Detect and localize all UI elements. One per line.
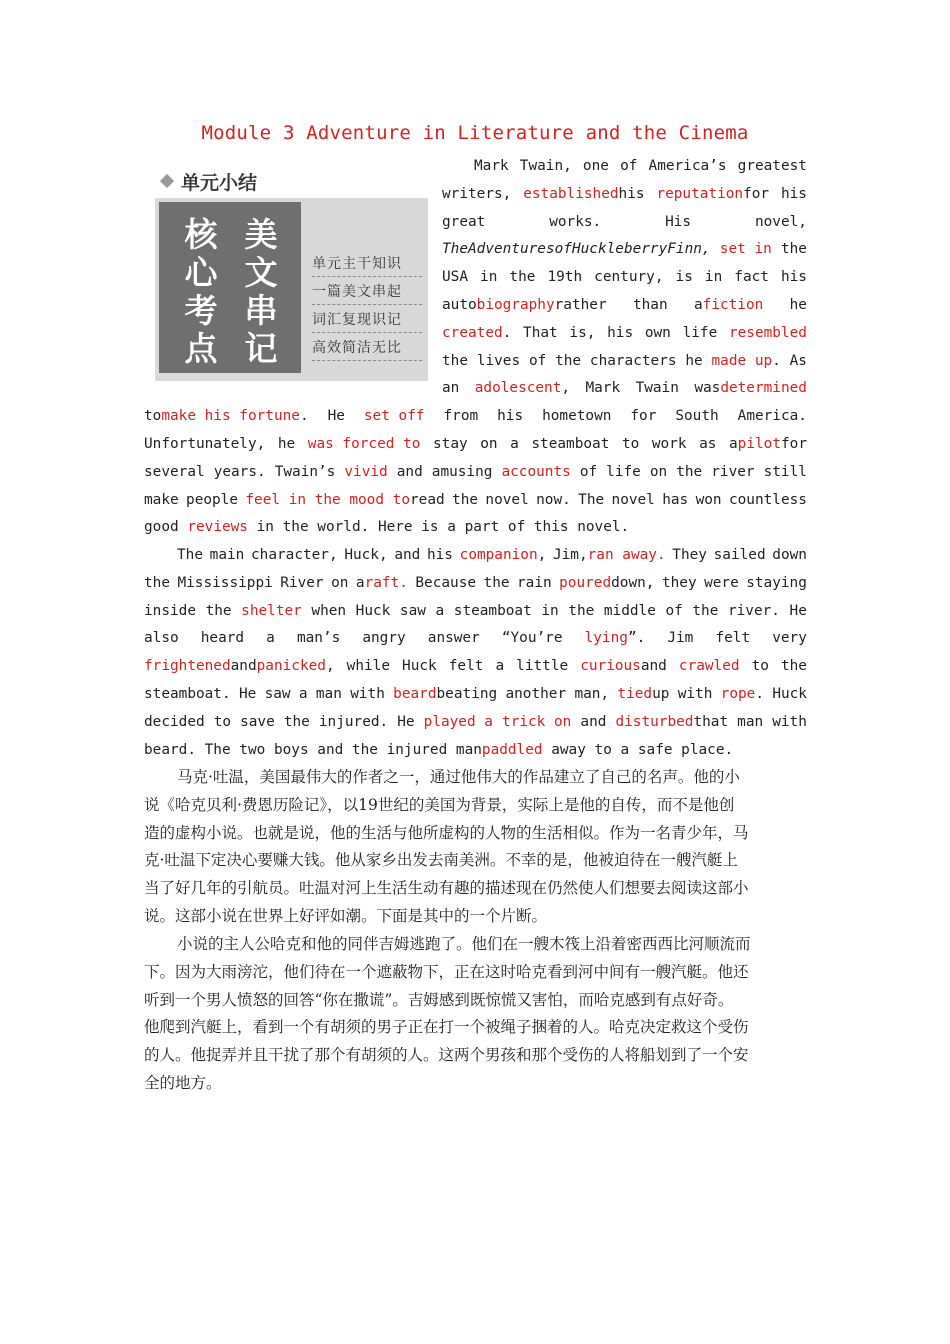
highlighted-word: feel in the mood to (245, 491, 411, 508)
chinese-paragraph-1 (144, 764, 807, 931)
banner-heading-text: 单元小结 (181, 171, 258, 194)
highlighted-word: determined (720, 380, 807, 397)
text-line: USA in the 19th century, is in fact his (442, 269, 807, 286)
banner-char: 心 (184, 253, 218, 292)
text-line: 造的虚构小说。也就是说，他的生活与他所虚构的人物的生活相似。作为一名青少年，马 (144, 823, 749, 842)
text-line: frightenedandpanicked, while Huck felt a little curiousand crawled to the (144, 653, 807, 681)
text-line: Mark Twain, one of America’s greatest (474, 158, 807, 174)
text-line: writers, establishedhis reputationfor his (442, 185, 807, 202)
chinese-paragraph-2 (144, 931, 807, 1098)
banner-char: 考 (184, 291, 218, 330)
page-title: Module 3 Adventure in Literature and the Cinema (201, 122, 749, 144)
highlighted-word: set off (363, 408, 425, 425)
text-line: the lives of the characters he made up. As (442, 352, 807, 369)
highlighted-word: beard (393, 686, 437, 702)
banner-char: 记 (244, 329, 278, 368)
text-line: 的人。他捉弄并且干扰了那个有胡须的人。这两个男孩和那个受伤的人将船划到了一个安 (144, 1046, 749, 1065)
text-line: steamboat. He saw a man with beardbeating another man, tiedup with rope. Huck (144, 686, 807, 702)
highlighted-word: established (523, 185, 619, 202)
text-line: 说《哈克贝利·费恩历险记》，以19世纪的美国为背景，实际上是他的自传，而不是他创 (144, 795, 735, 814)
text-line: TheAdventuresofHuckleberryFinn, set in the (442, 236, 807, 264)
highlighted-word: tied (617, 686, 653, 702)
book-title: TheAdventuresofHuckleberryFinn, (442, 241, 711, 258)
text-line: created. That is, his own life resembled (442, 320, 807, 348)
highlighted-word: pilot (737, 436, 781, 452)
highlighted-word: make his fortune (161, 408, 300, 425)
text-line: 下。因为大雨滂沱，他们待在一个遮蔽物下，正在这时哈克看到河中间有一艘汽艇。他还 (144, 962, 749, 981)
banner-heading (159, 168, 257, 194)
highlighted-word: shelter (241, 602, 302, 619)
highlighted-word: frightened (144, 658, 231, 675)
highlighted-word: paddled (481, 741, 543, 758)
banner-char: 串 (244, 291, 278, 330)
text-line: great works. His novel, (442, 213, 807, 230)
highlighted-word: reputation (656, 185, 744, 202)
text-line: 全的地方。 (144, 1073, 222, 1092)
text-line: 小说的主人公哈克和他的同伴吉姆逃跑了。他们在一艘木筏上沿着密西西比河顺流而 (177, 935, 751, 953)
highlighted-word: fiction (702, 297, 764, 313)
text-line: The main character, Huck, and his companion, Jim,ran away. They sailed down (177, 547, 807, 563)
text-line: beard. The two boys and the injured manpaddled away to a safe place. (144, 741, 734, 758)
banner-char: 美 (244, 215, 278, 254)
highlighted-word: raft. (364, 574, 408, 591)
highlighted-word: crawled (678, 658, 740, 675)
diamond-icon (160, 174, 174, 188)
text-line: good reviews in the world. Here is a part of this novel. (144, 519, 630, 536)
text-line: the Mississippi River on araft. Because the rain poureddown, they were staying (144, 574, 807, 591)
highlighted-word: poured (559, 574, 612, 591)
highlighted-word: vivid (344, 463, 388, 480)
banner-slogan: 一篇美文串起 (312, 280, 422, 305)
text-line: inside the shelter when Huck saw a steamboat in the middle of the river. He (144, 598, 807, 626)
highlighted-word: biography (476, 297, 555, 313)
text-line: autobiographyrather than afiction he (442, 297, 807, 313)
highlighted-word: made up (711, 352, 773, 369)
banner-slogan: 高效简洁无比 (312, 336, 422, 361)
text-line: also heard a man’s angry answer “You’re lying”. Jim felt very (144, 630, 807, 647)
text-line: 说。这部小说在世界上好评如潮。下面是其中的一个片断。 (144, 906, 548, 925)
highlighted-word: was forced to (307, 436, 421, 452)
banner-slogan: 单元主干知识 (312, 252, 422, 277)
banner-box (155, 198, 428, 381)
highlighted-word: accounts (501, 463, 571, 480)
text-line: tomake his fortune. He set off from his hometown for South America. (144, 403, 807, 431)
highlighted-word: disturbed (615, 713, 694, 730)
text-line: 他爬到汽艇上，看到一个有胡须的男子正在打一个被绳子捆着的人。哈克决定救这个受伤 (144, 1018, 749, 1037)
text-line: 听到一个男人愤怒的回答“你在撒谎”。吉姆感到既惊慌又害怕，而哈克感到有点好奇。 (144, 990, 734, 1009)
banner-dark-block (159, 202, 301, 373)
banner-char: 点 (184, 329, 218, 368)
text-line: 当了好几年的引航员。吐温对河上生活生动有趣的描述现在仍然使人们想要去阅读这部小 (144, 879, 749, 898)
highlighted-word: curious (580, 658, 641, 675)
text-line: 马克·吐温，美国最伟大的作者之一，通过他伟大的作品建立了自己的名声。他的小 (177, 768, 740, 786)
highlighted-word: panicked (256, 658, 326, 675)
highlighted-word: created (442, 324, 503, 341)
highlighted-word: adolescent (474, 380, 562, 397)
text-line: an adolescent, Mark Twain wasdetermined (442, 380, 807, 397)
highlighted-word: trick on (502, 713, 572, 730)
highlighted-word: rope (720, 686, 756, 702)
text-line: decided to save the injured. He played a trick on and disturbedthat man with (144, 709, 807, 737)
highlighted-word: companion (459, 547, 538, 563)
highlighted-word: reviews (187, 519, 248, 536)
banner-slogan: 词汇复现识记 (312, 308, 422, 333)
unit-summary-banner (155, 165, 428, 381)
highlighted-word: resembled (728, 324, 807, 341)
text-line: several years. Twain’s vivid and amusing accounts of life on the river still (144, 459, 807, 487)
highlighted-word: lying (584, 630, 628, 647)
banner-char: 文 (244, 253, 278, 292)
highlighted-word: played a (423, 713, 493, 730)
banner-char: 核 (184, 215, 218, 254)
text-line: Unfortunately, he was forced to stay on a steamboat to work as apilotfor (144, 431, 807, 459)
highlighted-word: set in (719, 241, 772, 258)
highlighted-word: ran away. (587, 547, 666, 563)
text-line: 克·吐温下定决心要赚大钱。他从家乡出发去南美洲。不幸的是，他被迫待在一艘汽艇上 (144, 851, 738, 870)
text-line: make people feel in the mood toread the novel now. The novel has won countless (144, 491, 807, 508)
